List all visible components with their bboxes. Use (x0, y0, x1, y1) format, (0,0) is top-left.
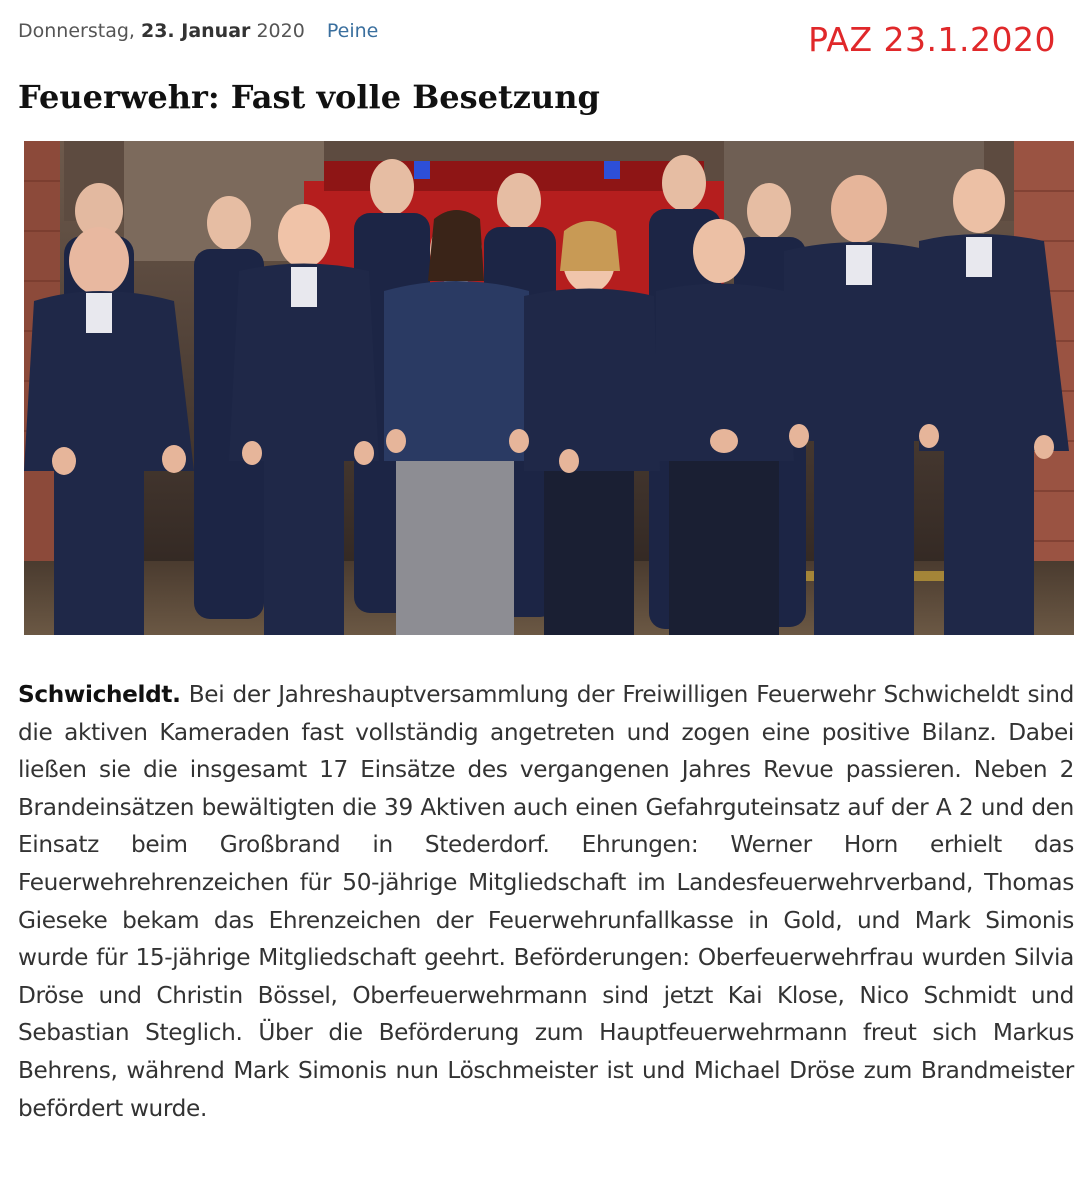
group-photo-firefighters-icon (24, 141, 1074, 635)
dateline (18, 20, 378, 42)
weekday: Donnerstag, (18, 20, 135, 42)
article-text: Bei der Jahreshauptversammlung der Freiwilligen Feuerwehr Schwicheldt sind die aktiven Kameraden fast vollständig angetreten und zogen eine positive Bilanz. Dabei ließen sie die insgesamt 17 Einsätze des vergangenen Jahres Revue passieren. Neben 2 Brandeinsätzen bewältigten die 39 Aktiven auch einen Gefahrguteinsatz auf der A 2 und den Einsatz beim Großbrand in Stederdorf. Ehrungen: Werner Horn erhielt das Feuerwehrehrenzeichen für 50-jährige Mitgliedschaft im Landesfeuerwehrverband, Thomas Gieseke bekam das Ehrenzeichen der Feuerwehrunfallkasse in Gold, und Mark Simonis wurde für 15-jährige Mitgliedschaft geehrt. Beförderungen: Oberfeuerwehrfrau wurden Silvia Dröse und Christin Bössel, Oberfeuerwehrmann sind jetzt Kai Klose, Nico Schmidt und Sebastian Steglich. Über die Beförderung zum Hauptfeuerwehrmann freut sich Markus Behrens, während Mark Simonis nun Löschmeister ist und Michael Dröse zum Brandmeister befördert wurde. (18, 681, 1074, 1122)
date: 23. Januar (140, 20, 251, 42)
source-stamp: PAZ 23.1.2020 (808, 20, 1056, 59)
location-link[interactable]: Peine (326, 20, 379, 42)
article-photo (24, 141, 1074, 635)
article-body (18, 676, 1074, 1127)
year: 2020 (256, 20, 305, 42)
article-lead: Schwicheldt. (18, 681, 181, 708)
headline: Feuerwehr: Fast volle Besetzung (18, 78, 600, 116)
